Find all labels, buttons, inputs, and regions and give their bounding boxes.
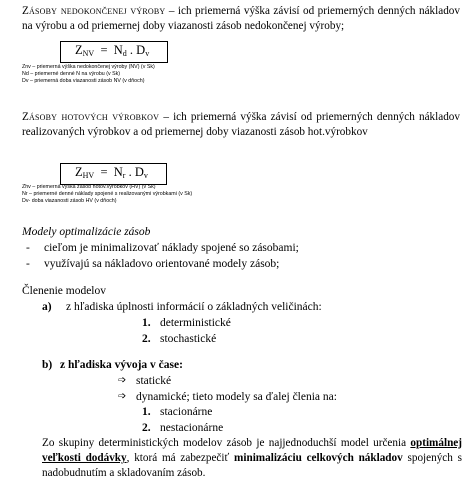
formula-dot: . [125,165,135,179]
formula-lhs: Z [75,165,83,179]
list-number: 1. [142,317,151,329]
closing-paragraph [42,436,462,481]
formula-b-sub: v [145,49,150,58]
formula-a: N [113,43,123,57]
closing-text: spojených s nadobudnutím a skladovaním zásob. [42,452,462,479]
formula-eq: = [100,43,108,57]
legend-line: Znv – priemerná výška nedokončenej výroby (NV) (v Sk) [22,64,155,70]
closing-text: Zo skupiny deterministických modelov zásob je najjednoduchší model určenia [42,437,411,449]
list-item-text: nestacionárne [160,422,224,434]
models-heading [22,225,150,239]
formula-a-sub: d [122,49,127,58]
legend-line: Nr – priemerné denné náklady spojené s realizovanými výrobkami (v Sk) [22,191,193,198]
models-heading-part2: optimalizácie zásob [59,226,151,238]
classification-a-text: z hľadiska úplnosti informácií o základných veličinách: [66,301,322,313]
legend-line: Dv – priemerná doba viazanosti zásob NV (v dňoch) [22,78,145,85]
formula-a: N [113,165,123,179]
term-optimalna-velkost-dodavky: optimálnej veľkosti dodávky [42,437,462,464]
legend-zhv [22,184,192,206]
term-minimalizacia-nakladov: minimalizáciu celkových nákladov [234,452,403,464]
legend-line: Nd – priemerné denné N na výrobu (v Sk) [22,71,121,78]
list-item-text: dynamické; tieto modely sa ďalej členia na: [136,391,337,403]
paragraph-text: – ich priemerná výška závisí od priemerných denných nákladov na výrobu a od priemernej doby viazanosti zásob nedokončenej výroby; [22,5,460,32]
list-number: 2. [142,422,151,434]
paragraph-text: – ich priemerná výška závisí od priemerných denných nákladov realizovaných výrobkov a od priemernej doby viazanosti zásob hot.výrobkov [22,111,460,138]
term-nedokoncena-vyroba: Zásoby nedokončenej výroby [22,5,166,17]
arrow-icon: ➩ [118,375,127,386]
formula-b-sub: v [143,171,148,180]
term-hotove-vyrobky: Zásoby hotových výrobkov [22,111,160,123]
classification-title: Členenie modelov [22,285,106,297]
list-item-text: statické [136,375,172,387]
classification-a-label: a) [42,301,52,313]
formula-znv [60,41,168,63]
formula-lhs: Z [75,43,83,57]
paragraph-hotove-vyrobky [22,110,460,140]
list-item-text: deterministické [160,317,231,329]
legend-line: Zhv – priemerná výška zásob hotov.výrobkov (HV) (v Sk) [22,184,156,190]
formula-lhs-sub: NV [82,49,95,58]
formula-dot: . [126,43,137,57]
paragraph-nedokoncena-vyroba [22,4,460,34]
models-heading-part1: Modely [22,226,60,238]
formula-b: D [136,43,146,57]
closing-text: , ktorá má zabezpečiť [126,452,235,464]
list-item-text: stochastické [160,333,217,345]
formula-eq: = [100,165,108,179]
models-item: využívajú sa nákladovo orientované modely zásob; [44,258,280,270]
formula-b: D [134,165,144,179]
classification-b-text: z hľadiska vývoja v čase: [60,359,183,371]
dash-bullet: - [26,242,30,254]
formula-a-sub: r [122,171,126,180]
list-number: 2. [142,333,151,345]
formula-zhv [60,163,167,185]
list-item-text: stacionárne [160,406,213,418]
legend-line: Dv- doba viazanosti zásob HV (v dňoch) [22,198,117,205]
models-item: cieľom je minimalizovať náklady spojené so zásobami; [44,242,299,254]
formula-lhs-sub: HV [82,171,95,180]
dash-bullet: - [26,258,30,270]
list-number: 1. [142,406,151,418]
legend-znv [22,64,155,86]
arrow-icon: ➩ [118,391,127,402]
classification-b-label: b) [42,359,53,371]
